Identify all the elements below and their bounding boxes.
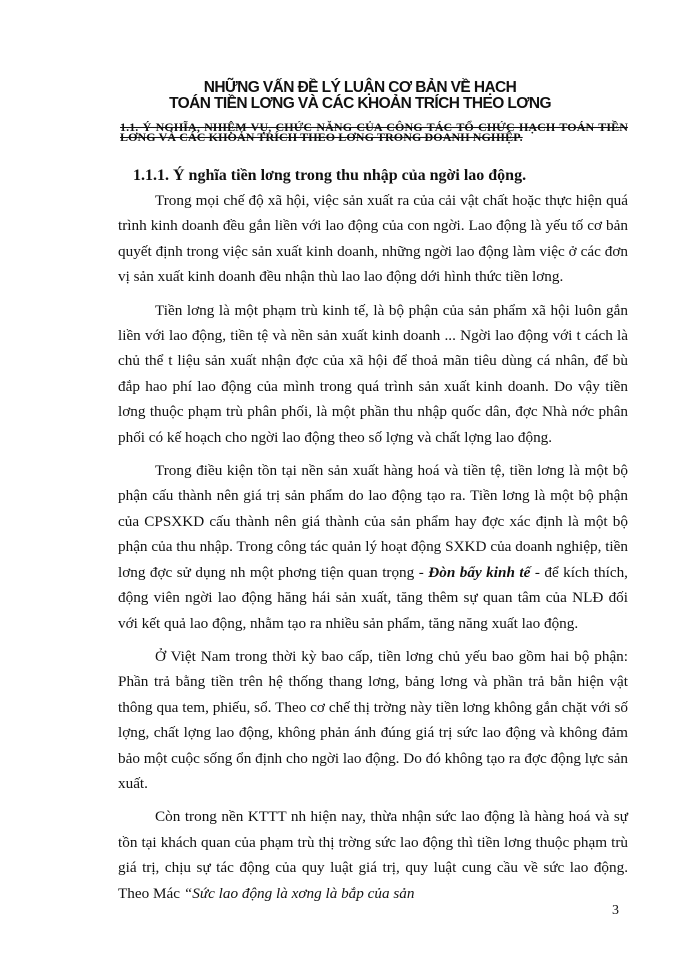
subsection-heading: 1.1.1. Ý nghĩa tiền lơng trong thu nhập của ngời lao động. [133,167,527,184]
section-heading: 1.1. Ý NGHĨA, NHIỆM VỤ, CHỨC NĂNG CỦA CÔNG TÁC TỔ CHỨC HẠCH TOÁN TIỀN LƠNG VÀ CÁC KHOẢN TRÍCH THEO LƠNG TRONG DOANH NGHIỆP. [120,120,628,144]
paragraph-4: Ở Việt Nam trong thời kỳ bao cấp, tiền lơng chủ yếu bao gồm hai bộ phận: Phần trả bằng tiền trên hệ thống thang lơng, bảng lơng và phần trả bằn hiện vật thông qua tem, phiếu, sổ. Theo cơ chế thị trờng này tiền lơng không gắn chặt với số lợng, chất lợng lao động, không phản ánh đúng giá trị sức lao động và không đảm bảo một cuộc sống ổn định cho ngời lao động. Do đó không tạo ra đợc động lực sản xuất. [118,647,628,792]
marx-quote: “Sức lao động là xơng là bắp của sản [183,884,415,902]
body-text [118,188,628,914]
paragraph-3-text-b: - để kích thích, động viên ngời lao động hăng hái sản xuất, tăng thêm sự quan tâm của NLĐ đối với kết quả lao động, nhằm tạo ra nhiều sản phẩm, tăng năng xuất lao động. [118,563,628,632]
paragraph-2: Tiền lơng là một phạm trù kinh tế, là bộ phận của sản phẩm xã hội luôn gắn liền với lao động, tiền tệ và nền sản xuất kinh doanh ... Ngời lao động với t cách là chủ thể t liệu sản xuất nhận đợc của xã hội để thoả mãn tiêu dùng cá nhân, để bù đắp hao phí lao động của mình trong quá trình sản xuất kinh doanh. Do vậy tiền lơng thuộc phạm trù phân phối, là một phần thu nhập quốc dân, đợc Nhà nớc phân phối có kế hoạch cho ngời lao động theo số lợng và chất lợng lao động. [118,301,628,446]
emphasis-don-bay-kinh-te: Đòn bẩy kinh tế [428,563,531,581]
document-title-line-2: TOÁN TIỀN LƠNG VÀ CÁC KHOẢN TRÍCH THEO LƠNG [169,95,551,112]
paragraph-5-text: Còn trong nền KTTT nh hiện nay, thừa nhận sức lao động là hàng hoá và sự tồn tại khách quan của phạm trù thị trờng sức lao động thì tiền lơng thuộc phạm trù giá trị, chịu sự tác động của quy luật giá trị, quy luật cung cầu về sức lao động. Theo Mác [118,808,628,902]
paragraph-5 [118,804,628,906]
document-title-line-1: NHỮNG VẤN ĐỀ LÝ LUẬN CƠ BẢN VỀ HẠCH [203,79,517,96]
paragraph-3-text-a: Trong điều kiện tồn tại nền sản xuất hàng hoá và tiền tệ, tiền lơng là một bộ phận cấu thành nên giá trị sản phẩm do lao động tạo ra. Tiền lơng là một bộ phận của CPSXKD cấu thành nên giá thành của sản phẩm hay đợc xác định là một bộ phận của thu nhập. Trong công tác quản lý hoạt động SXKD của doanh nghiệp, tiền lơng đợc sử dụng nh một phơng tiện quan trọng - [118,462,628,581]
page-number: 3 [612,903,619,918]
paragraph-1: Trong mọi chế độ xã hội, việc sản xuất ra của cải vật chất hoặc thực hiện quá trình kinh doanh đều gắn liền với lao động của con ngời. Lao động là yếu tố cơ bản quyết định trong việc sản xuất kinh doanh, những ngời lao động làm việc ở các đơn vị sản xuất kinh doanh đều nhận thù lao lao động dới hình thức tiền lơng. [118,192,628,286]
paragraph-3 [118,458,628,636]
